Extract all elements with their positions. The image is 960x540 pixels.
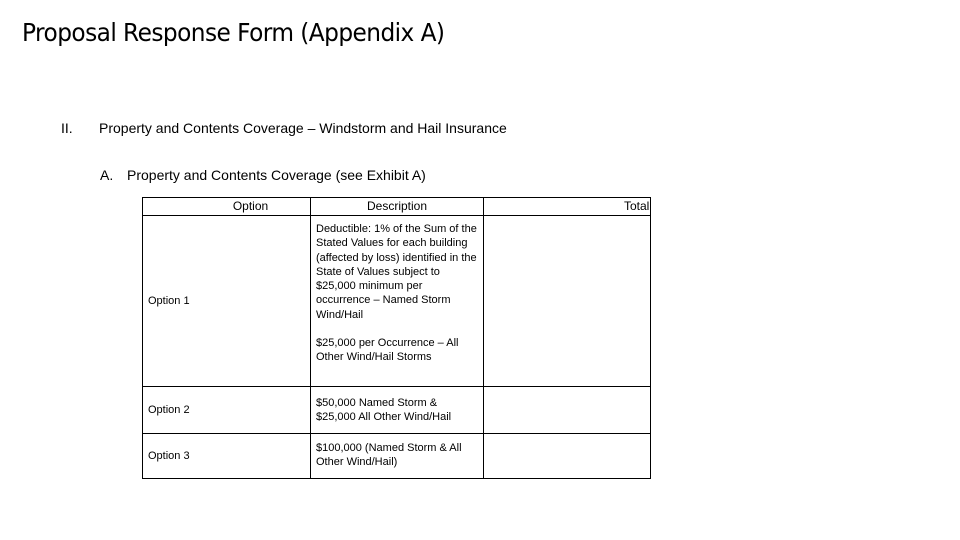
option-label: Option 3: [148, 449, 190, 462]
table-header-row: [143, 198, 650, 215]
description-cell: [311, 387, 484, 433]
option-cell: [143, 434, 311, 478]
section-number: II.: [61, 120, 73, 136]
option-cell: [143, 387, 311, 433]
subsection-title: Property and Contents Coverage (see Exhibit A): [127, 167, 426, 183]
page-title: Proposal Response Form (Appendix A): [22, 18, 445, 47]
description-text: $50,000 Named Storm & $25,000 All Other Wind/Hail: [316, 397, 452, 424]
total-field[interactable]: [484, 387, 650, 433]
header-total: Total: [624, 199, 650, 213]
total-field[interactable]: [484, 216, 650, 386]
description-text: $100,000 (Named Storm & All Other Wind/Hail): [316, 442, 462, 469]
description-cell: [311, 216, 484, 386]
option-label: Option 2: [148, 403, 190, 416]
table-row: [143, 433, 650, 478]
total-field[interactable]: [484, 434, 650, 478]
subsection-letter: A.: [100, 167, 114, 183]
section-title: Property and Contents Coverage – Windstorm and Hail Insurance: [99, 120, 507, 136]
description-cell: [311, 434, 484, 478]
header-option: Option: [143, 198, 311, 215]
description-text: $25,000 per Occurrence – All Other Wind/Hail Storms: [316, 337, 459, 364]
header-description: Description: [311, 198, 484, 215]
option-label: Option 1: [148, 294, 190, 307]
description-text: Deductible: 1% of the Sum of the Stated Values for each building (affected by loss) identified in the State of Values subject to $25,000 minimum per occurrence – Named Storm Wind/Hail: [316, 223, 477, 321]
table-row: [143, 215, 650, 386]
table-row: [143, 386, 650, 433]
option-cell: [143, 216, 311, 386]
proposal-table: [142, 197, 651, 479]
